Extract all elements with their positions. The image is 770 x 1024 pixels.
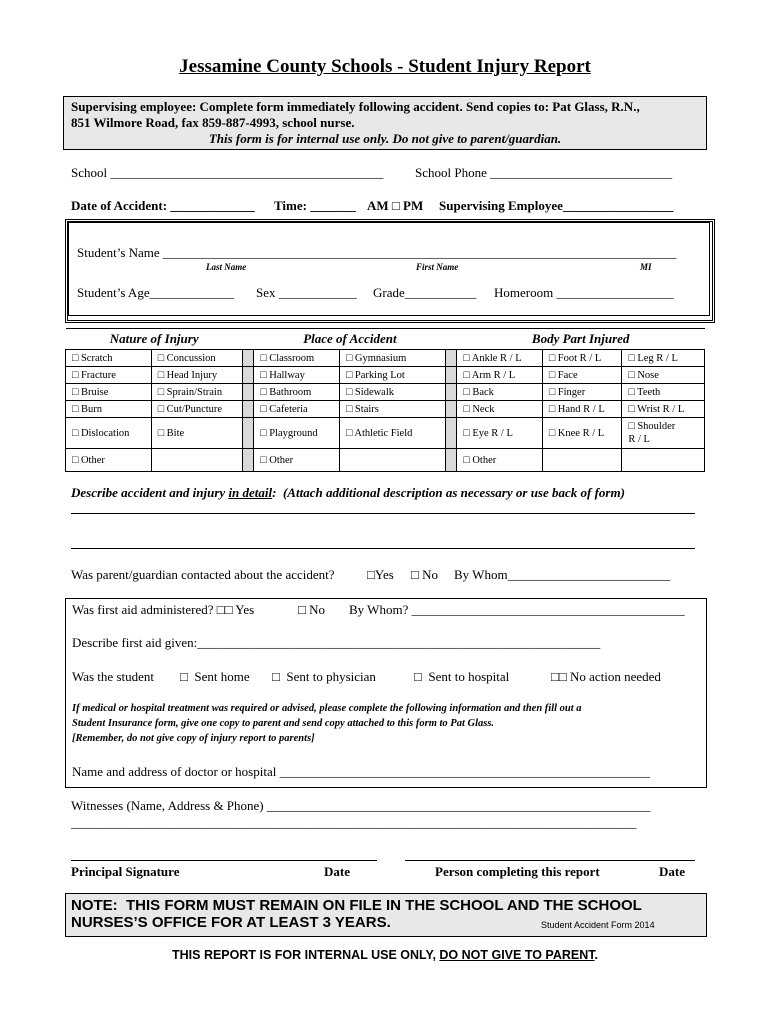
checkbox-option[interactable]: □ Back [457, 384, 542, 401]
treatment-note-line-1: If medical or hospital treatment was required or advised, please complete the following information and then fill out a [72, 703, 582, 714]
describe-line[interactable] [71, 548, 695, 549]
first-name-label: First Name [416, 262, 459, 272]
principal-signature-label: Principal Signature [71, 864, 180, 879]
checkbox-option[interactable]: □ Bathroom [254, 384, 340, 401]
checkbox-option[interactable]: □ Bite [151, 418, 243, 449]
footer-text: . [594, 948, 598, 962]
sent-to-physician-checkbox[interactable]: □ Sent to physician [272, 669, 376, 684]
treatment-note-line-2: Student Insurance form, give one copy to parent and send copy attached to this form to Pat Glass. [72, 718, 495, 729]
checkbox-option[interactable]: □ Teeth [622, 384, 705, 401]
table-row [66, 449, 705, 472]
parent-contacted-yes[interactable]: □Yes [367, 567, 394, 582]
witnesses-field[interactable]: Witnesses (Name, Address & Phone) ___________________________________________________________ [71, 798, 651, 813]
checkbox-option[interactable]: □ Concussion [151, 350, 243, 367]
doctor-hospital-field[interactable]: Name and address of doctor or hospital _________________________________________________________ [72, 764, 651, 779]
nature-of-injury-header: Nature of Injury [66, 329, 243, 350]
checkbox-option[interactable]: □ Cut/Puncture [151, 401, 243, 418]
retention-note-line-2: NURSES’S OFFICE FOR AT LEAST 3 YEARS. [71, 914, 391, 931]
table-row [66, 350, 705, 367]
treatment-note-line-3: [Remember, do not give copy of injury report to parents] [72, 733, 315, 744]
time-field[interactable]: Time: _______ [274, 198, 356, 213]
sex-field[interactable]: Sex ____________ [256, 285, 357, 300]
checkbox-option[interactable]: □ Classroom [254, 350, 340, 367]
place-of-accident-header: Place of Accident [254, 329, 446, 350]
describe-line[interactable] [71, 513, 695, 514]
checkbox-option[interactable]: □ Hand R / L [542, 401, 622, 418]
checkbox-option[interactable]: □ Leg R / L [622, 350, 705, 367]
in-detail-emphasis: in detail [228, 485, 273, 500]
date-of-accident-field[interactable]: Date of Accident: _____________ [71, 198, 255, 213]
checkbox-option[interactable]: □ Dislocation [66, 418, 152, 449]
sent-home-checkbox[interactable]: □ Sent home [180, 669, 250, 684]
empty-cell [622, 449, 705, 472]
parent-contacted-by-whom[interactable]: By Whom_________________________ [454, 567, 671, 582]
body-part-injured-header: Body Part Injured [457, 329, 705, 350]
last-name-label: Last Name [206, 262, 247, 272]
instructions-line-2: 851 Wilmore Road, fax 859-887-4993, school nurse. [71, 115, 355, 130]
first-aid-by-whom[interactable]: By Whom? __________________________________________ [349, 602, 685, 617]
principal-date-label: Date [324, 864, 350, 879]
school-phone-field[interactable]: School Phone ____________________________ [415, 165, 673, 180]
am-pm-choice[interactable]: AM □ PM [367, 198, 424, 213]
describe-accident-label [71, 485, 625, 501]
checkbox-option[interactable]: □ Knee R / L [542, 418, 622, 449]
person-completing-label: Person completing this report [435, 864, 600, 879]
checkbox-option[interactable]: □ Eye R / L [457, 418, 542, 449]
instructions-line-1: Supervising employee: Complete form immediately following accident. Send copies to: Pat Glass, R.N., [71, 99, 640, 114]
empty-cell [339, 449, 446, 472]
form-id-label: Student Accident Form 2014 [541, 920, 655, 930]
describe-label-part: : (Attach additional description as necessary or use back of form) [272, 485, 625, 500]
checkbox-option[interactable]: □ Gymnasium [339, 350, 446, 367]
checkbox-option[interactable]: □ Fracture [66, 367, 152, 384]
person-date-label: Date [659, 864, 685, 879]
table-row [66, 367, 705, 384]
checkbox-option[interactable]: □ Foot R / L [542, 350, 622, 367]
checkbox-option[interactable]: □ Sidewalk [339, 384, 446, 401]
footer-text: THIS REPORT IS FOR INTERNAL USE ONLY, [172, 948, 440, 962]
checkbox-option[interactable]: □ Other [457, 449, 542, 472]
retention-note-line-1: NOTE: THIS FORM MUST REMAIN ON FILE IN THE SCHOOL AND THE SCHOOL [71, 897, 642, 914]
mi-label: MI [640, 262, 652, 272]
empty-cell [542, 449, 622, 472]
homeroom-field[interactable]: Homeroom __________________ [494, 285, 674, 300]
first-aid-description-field[interactable]: Describe first aid given:______________________________________________________________ [72, 635, 601, 650]
checkbox-option[interactable]: □ Cafeteria [254, 401, 340, 418]
checkbox-option[interactable]: □ Playground [254, 418, 340, 449]
checkbox-option[interactable]: □ Ankle R / L [457, 350, 542, 367]
table-row [66, 384, 705, 401]
checkbox-option[interactable]: □ Head Injury [151, 367, 243, 384]
first-aid-no[interactable]: □ No [298, 602, 325, 617]
table-row [66, 418, 705, 449]
checkbox-option[interactable]: □ Nose [622, 367, 705, 384]
supervising-employee-field[interactable]: Supervising Employee_________________ [439, 198, 674, 213]
checkbox-option[interactable]: □ Other [66, 449, 152, 472]
checkbox-option[interactable]: □ Bruise [66, 384, 152, 401]
checkbox-option[interactable]: □ Face [542, 367, 622, 384]
checkbox-option[interactable]: □ Finger [542, 384, 622, 401]
empty-cell [151, 449, 243, 472]
grade-field[interactable]: Grade___________ [373, 285, 477, 300]
checkbox-option[interactable]: □ Sprain/Strain [151, 384, 243, 401]
student-name-field[interactable]: Student’s Name _______________________________________________________________________________ [77, 245, 677, 260]
principal-signature-line[interactable] [71, 860, 377, 861]
checkbox-option[interactable]: □ Stairs [339, 401, 446, 418]
describe-label-part: Describe accident and injury [71, 485, 229, 500]
footer-emphasis: DO NOT GIVE TO PARENT [439, 948, 595, 962]
footer-warning [0, 948, 770, 962]
checkbox-option[interactable]: □ Burn [66, 401, 152, 418]
checkbox-option[interactable]: □ Scratch [66, 350, 152, 367]
first-aid-box [65, 598, 707, 788]
no-action-needed-checkbox[interactable]: □□ No action needed [551, 669, 661, 684]
page-title: Jessamine County Schools - Student Injury Report [179, 56, 591, 77]
parent-contacted-question: Was parent/guardian contacted about the accident? [71, 567, 335, 582]
checkbox-option[interactable]: □ Wrist R / L [622, 401, 705, 418]
parent-contacted-no[interactable]: □ No [411, 567, 438, 582]
checkbox-option[interactable]: □ Hallway [254, 367, 340, 384]
student-age-field[interactable]: Student’s Age_____________ [77, 285, 235, 300]
internal-use-warning: This form is for internal use only. Do not give to parent/guardian. [208, 131, 562, 146]
checkbox-option[interactable]: □ Shoulder R / L [622, 418, 705, 449]
checkbox-option[interactable]: □ Arm R / L [457, 367, 542, 384]
checkbox-option[interactable]: □ Neck [457, 401, 542, 418]
witnesses-line-2[interactable]: _______________________________________________________________________________________ [71, 815, 637, 830]
checkbox-option[interactable]: □ Other [254, 449, 340, 472]
person-completing-signature-line[interactable] [405, 860, 695, 861]
was-student-label: Was the student [72, 669, 154, 684]
checkbox-option[interactable]: □ Athletic Field [339, 418, 446, 449]
injury-table [65, 328, 705, 472]
checkbox-option[interactable]: □ Parking Lot [339, 367, 446, 384]
sent-to-hospital-checkbox[interactable]: □ Sent to hospital [414, 669, 510, 684]
student-box-inner [68, 222, 710, 316]
first-aid-question[interactable]: Was first aid administered? □□ Yes [72, 602, 255, 617]
table-row [66, 401, 705, 418]
school-field[interactable]: School __________________________________________ [71, 165, 384, 180]
